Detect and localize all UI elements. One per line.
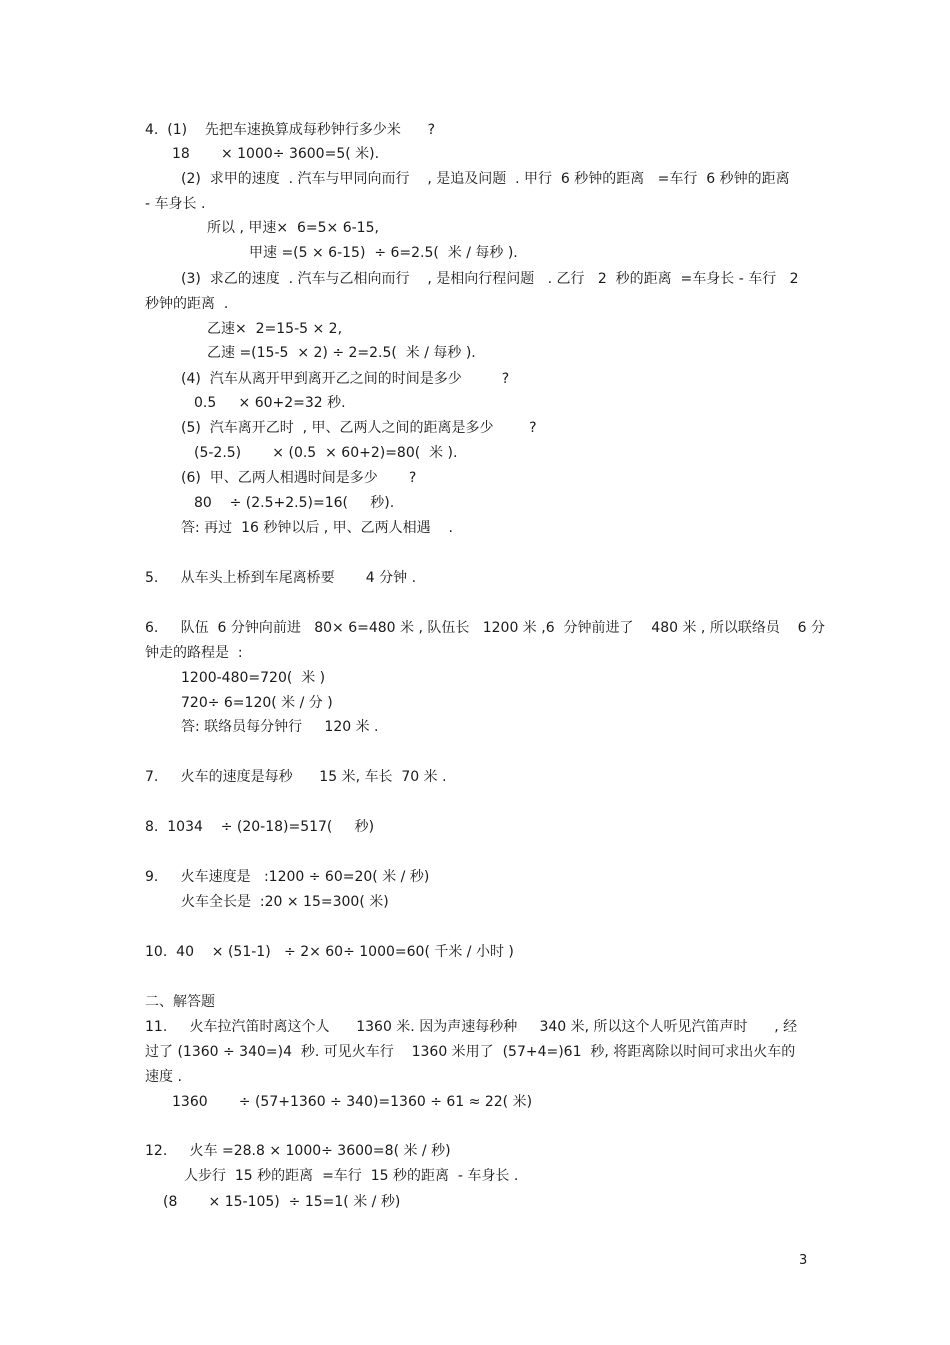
- text-line: 11. 火车拉汽笛时离这个人 1360 米. 因为声速每秒种 340 米, 所以这个人听见汽笛声时 , 经: [145, 1019, 798, 1035]
- text-line: 1360 ÷ (57+1360 ÷ 340)=1360 ÷ 61 ≈ 22( 米): [172, 1094, 533, 1110]
- text-line: 答: 再过 16 秒钟以后 , 甲、乙两人相遇 .: [181, 520, 453, 536]
- text-line: 0.5 × 60+2=32 秒.: [194, 395, 346, 411]
- page-number: 3: [799, 1253, 808, 1268]
- text-line: 人步行 15 秒的距离 =车行 15 秒的距离 - 车身长 .: [184, 1168, 519, 1184]
- text-line: 答: 联络员每分钟行 120 米 .: [181, 719, 379, 735]
- text-line: (4) 汽车从离开甲到离开乙之间的时间是多少 ?: [181, 371, 510, 387]
- section-heading: 二、解答题: [145, 994, 215, 1010]
- text-line: 5. 从车头上桥到车尾离桥要 4 分钟 .: [145, 570, 417, 586]
- text-line: 甲速 =(5 × 6-15) ÷ 6=2.5( 米 / 每秒 ).: [249, 245, 518, 261]
- text-line: (2) 求甲的速度 . 汽车与甲同向而行 , 是追及问题 . 甲行 6 秒钟的距离 =车行 6 秒钟的距离: [181, 171, 790, 187]
- text-line: (8 × 15-105) ÷ 15=1( 米 / 秒): [163, 1194, 401, 1210]
- text-line: 过了 (1360 ÷ 340=)4 秒. 可见火车行 1360 米用了 (57+4=)61 秒, 将距离除以时间可求出火车的: [145, 1044, 796, 1060]
- text-line: (5-2.5) × (0.5 × 60+2)=80( 米 ).: [194, 445, 458, 461]
- text-line: 速度 .: [145, 1069, 182, 1085]
- text-line: 火车全长是 :20 × 15=300( 米): [181, 894, 389, 910]
- text-line: 6. 队伍 6 分钟向前进 80× 6=480 米 , 队伍长 1200 米 ,6 分钟前进了 480 米 , 所以联络员 6 分: [145, 620, 825, 636]
- text-line: 8. 1034 ÷ (20-18)=517( 秒): [145, 819, 375, 835]
- text-line: 18 × 1000÷ 3600=5( 米).: [172, 146, 380, 162]
- text-line: 10. 40 × (51-1) ÷ 2× 60÷ 1000=60( 千米 / 小时 ): [145, 944, 514, 960]
- text-line: (5) 汽车离开乙时 , 甲、乙两人之间的距离是多少 ?: [181, 420, 537, 436]
- text-line: 钟走的路程是 :: [145, 645, 243, 661]
- text-line: - 车身长 .: [145, 196, 206, 212]
- text-line: 720÷ 6=120( 米 / 分 ): [181, 695, 333, 711]
- text-line: 12. 火车 =28.8 × 1000÷ 3600=8( 米 / 秒): [145, 1143, 451, 1159]
- text-line: 秒钟的距离 .: [145, 296, 229, 312]
- text-line: 9. 火车速度是 :1200 ÷ 60=20( 米 / 秒): [145, 869, 430, 885]
- text-line: 4. (1) 先把车速换算成每秒钟行多少米 ?: [145, 122, 436, 138]
- text-line: (6) 甲、乙两人相遇时间是多少 ?: [181, 470, 417, 486]
- text-line: (3) 求乙的速度 . 汽车与乙相向而行 , 是相向行程问题 . 乙行 2 秒的距离 =车身长 - 车行 2: [181, 271, 799, 287]
- text-line: 7. 火车的速度是每秒 15 米, 车长 70 米 .: [145, 769, 447, 785]
- text-line: 1200-480=720( 米 ): [181, 670, 326, 686]
- text-line: 80 ÷ (2.5+2.5)=16( 秒).: [194, 495, 395, 511]
- text-line: 所以 , 甲速× 6=5× 6-15,: [207, 220, 379, 236]
- text-line: 乙速× 2=15-5 × 2,: [207, 321, 343, 337]
- text-line: 乙速 =(15-5 × 2) ÷ 2=2.5( 米 / 每秒 ).: [207, 345, 476, 361]
